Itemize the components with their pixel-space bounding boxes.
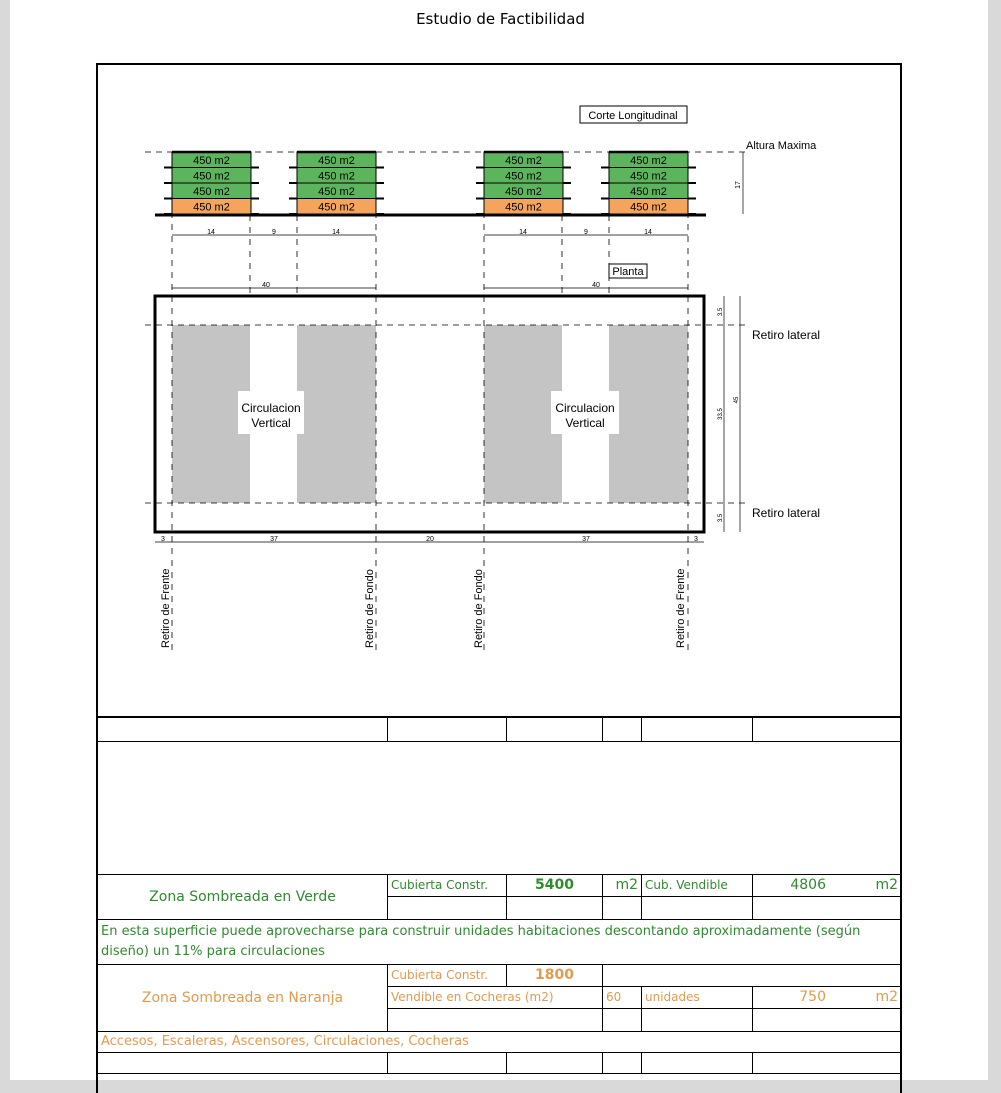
dim-37-a: 37 — [270, 536, 278, 543]
dim-40-b: 40 — [592, 282, 600, 289]
floor-area-label: 450 m2 — [193, 186, 230, 198]
circulacion-label-4: Vertical — [565, 416, 605, 430]
retiro-fondo-left: Retiro de Fondo — [364, 569, 376, 648]
naranja-vendible-unit: m2 — [875, 989, 898, 1006]
dim-14-a: 14 — [207, 229, 215, 236]
feasibility-table — [97, 716, 902, 1074]
document-title: Estudio de Factibilidad — [416, 10, 585, 28]
table-row — [98, 1031, 902, 1052]
dim-3-a: 3 — [161, 536, 165, 543]
floorplate-block — [609, 325, 688, 503]
dim-retiro-top: 3.5 — [718, 307, 724, 317]
circulacion-label-2: Vertical — [251, 416, 291, 430]
verde-cubierta-value: 5400 — [507, 874, 603, 897]
dim-20: 20 — [426, 536, 434, 543]
naranja-note: Accesos, Escaleras, Ascensores, Circulaciones, Cocheras — [98, 1031, 902, 1052]
retiro-frente-right: Retiro de Frente — [675, 568, 687, 648]
floor-area-label: 450 m2 — [505, 170, 542, 183]
verde-note: En esta superficie puede aprovecharse para construir unidades habitaciones descontando aproximadamente (según diseño) un 11% para circulaciones — [98, 919, 902, 964]
naranja-cubierta-value: 1800 — [507, 964, 603, 986]
dim-14-b: 14 — [332, 229, 340, 236]
dim-40-a: 40 — [262, 282, 270, 289]
cub-vendible-label: Cub. Vendible — [642, 874, 753, 897]
dim-depth: 45 — [734, 396, 740, 404]
verde-vendible-unit: m2 — [875, 877, 898, 894]
corte-label: Corte Longitudinal — [588, 110, 678, 122]
naranja-cubierta-label: Cubierta Constr. — [388, 964, 507, 986]
dim-9-a: 9 — [272, 229, 276, 236]
floor-area-label: 450 m2 — [318, 170, 355, 183]
floor-area-label: 450 m2 — [505, 201, 542, 214]
retiro-fondo-right: Retiro de Fondo — [473, 569, 485, 648]
cocheras-count: 60 — [603, 986, 642, 1008]
altura-maxima-label: Altura Maxima — [746, 140, 817, 152]
building-elevations — [164, 152, 696, 214]
floor-area-label: 450 m2 — [318, 201, 355, 214]
circulacion-label-1: Circulacion — [241, 401, 301, 415]
floor-area-label: 450 m2 — [318, 155, 355, 167]
dim-14-d: 14 — [644, 229, 652, 236]
dim-inner-depth: 33.5 — [718, 408, 724, 420]
table-row — [98, 919, 902, 964]
table-row — [98, 874, 902, 897]
dim-14-c: 14 — [519, 229, 527, 236]
naranja-vendible-value: 750 — [799, 989, 826, 1006]
zona-verde-label: Zona Sombreada en Verde — [98, 874, 388, 919]
table-header-row — [98, 717, 902, 741]
vendible-cocheras-label: Vendible en Cocheras (m2) — [388, 986, 603, 1008]
dim-retiro-bottom: 3.5 — [718, 513, 724, 523]
dim-3-b: 3 — [694, 536, 698, 543]
circulacion-label-3: Circulacion — [555, 401, 615, 415]
floor-area-label: 450 m2 — [630, 155, 667, 167]
floor-area-label: 450 m2 — [505, 186, 542, 198]
floor-area-label: 450 m2 — [193, 201, 230, 214]
zona-naranja-label: Zona Sombreada en Naranja — [98, 964, 388, 1031]
floor-area-label: 450 m2 — [193, 155, 230, 167]
floorplate-block — [297, 325, 376, 503]
unidades-label: unidades — [642, 986, 753, 1008]
retiro-lateral-top: Retiro lateral — [752, 328, 821, 342]
height-dim: 17 — [735, 181, 742, 189]
cubierta-constr-label: Cubierta Constr. — [388, 874, 507, 897]
verde-unit: m2 — [603, 874, 642, 897]
retiro-frente-left: Retiro de Frente — [160, 568, 172, 648]
floor-area-label: 450 m2 — [630, 186, 667, 198]
floor-area-label: 450 m2 — [505, 155, 542, 167]
table-row — [98, 964, 902, 986]
dim-9-b: 9 — [584, 229, 588, 236]
floorplate-block — [484, 325, 562, 503]
retiro-lateral-bottom: Retiro lateral — [752, 506, 821, 520]
floor-area-label: 450 m2 — [630, 170, 667, 183]
floor-area-label: 450 m2 — [318, 186, 355, 198]
floor-area-label: 450 m2 — [193, 170, 230, 183]
dim-37-b: 37 — [582, 536, 590, 543]
planta-label: Planta — [612, 266, 644, 278]
table-row — [98, 1052, 902, 1073]
table-row — [98, 741, 902, 874]
floor-area-label: 450 m2 — [630, 201, 667, 214]
verde-vendible-value: 4806 — [790, 877, 826, 894]
